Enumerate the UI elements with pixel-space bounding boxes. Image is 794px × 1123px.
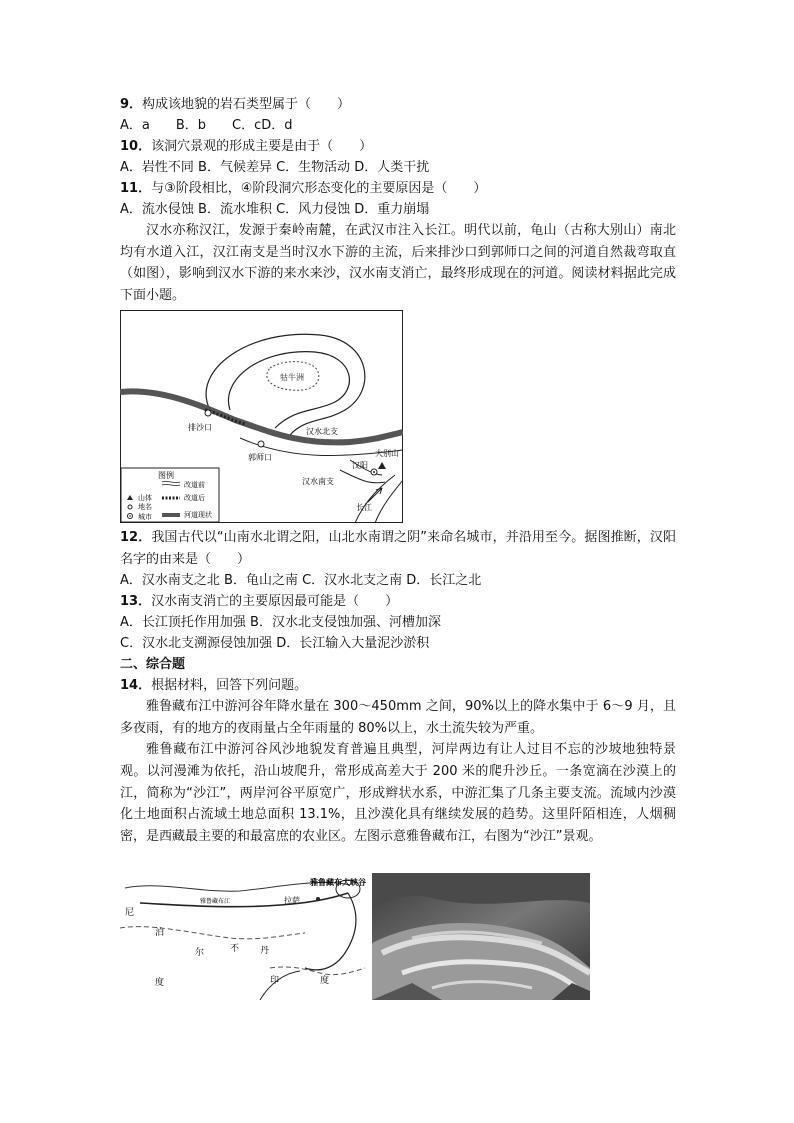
dabieshan-label: 大别山	[375, 449, 399, 458]
nepal-char-3: 尔	[195, 948, 205, 958]
q11-number: 11．	[120, 181, 152, 196]
legend-shan: 山体	[138, 494, 152, 502]
legend-chengshi: 城市	[138, 513, 152, 521]
bhutan-char-2: 丹	[260, 946, 270, 956]
q14-text: 根据材料，回答下列问题。	[151, 678, 308, 694]
guoshikou-marker	[258, 441, 264, 447]
q10-text: 该洞穴景观的形成主要是由于（ ）	[151, 139, 373, 154]
q12-text: 我国古代以“山南水北谓之阳，山北水南谓之阴”来命名城市，并沿用至今。据图推断，汉阳名字的由来是（ ）	[120, 530, 676, 567]
passage-hanshui: 汉水亦称汉江，发源于秦岭南麓，在武汉市注入长江。明代以前，龟山（古称大别山）南北均有水道入江，汉江南支是当时汉水下游的主流，后来排沙口到郭师口之间的河道自然裁弯取直（如图），影响到汉水下游的来水来沙，汉水南支消亡，最终形成现在的河道。阅读材料据此完成下面小题。	[120, 223, 676, 303]
nepal-char-1: 尼	[125, 908, 135, 918]
yarlung-map	[120, 873, 368, 1000]
q14-number: 14．	[120, 678, 152, 694]
q9-options: A．a B．b C．cD．d	[120, 118, 293, 133]
india-char-2: 印	[270, 976, 280, 986]
hanshui-map	[120, 310, 403, 523]
sand-river-photo	[372, 873, 590, 1000]
canyon-label: 雅鲁藏布大峡谷	[310, 877, 366, 887]
paishakou-marker	[205, 410, 211, 416]
north-branch-label: 汉水北支	[306, 427, 338, 436]
q11-options: A．流水侵蚀 B．流水堆积 C．风力侵蚀 D．重力崩塌	[120, 202, 430, 217]
nepal-char-2: 泊	[155, 928, 165, 938]
question-block-1	[120, 94, 680, 306]
q9-text: 构成该地貌的岩石类型属于（ ）	[142, 97, 351, 112]
question-block-2	[120, 527, 680, 847]
q13-number: 13．	[120, 594, 152, 610]
q11-stem	[120, 178, 680, 199]
legend-place-icon	[128, 505, 132, 509]
lhasa-label: 拉萨	[284, 896, 300, 905]
legend-title: 图例	[158, 471, 174, 480]
south-branch-label: 汉水南支	[302, 477, 334, 486]
q9-stem	[120, 94, 680, 115]
bhutan-char-1: 不	[230, 944, 240, 954]
legend-after: 改道后	[184, 494, 205, 502]
guoshikou-label: 郭师口	[248, 453, 272, 462]
legend-diming: 地名	[138, 503, 152, 511]
paishakou-label: 排沙口	[188, 423, 212, 432]
q12-stem	[120, 527, 676, 570]
q10-number: 10．	[120, 139, 152, 154]
river-label: 雅鲁藏布江	[200, 898, 231, 905]
q13-stem	[120, 591, 680, 612]
q13-options-c: C．汉水北支溯源侵蚀加强 D．长江输入大量泥沙淤积	[120, 636, 430, 652]
q12-options: A．汉水南支之北 B．龟山之南 C．汉水北支之南 D．长江之北	[120, 573, 482, 589]
section-title: 二、综合题	[120, 657, 186, 673]
q10-stem	[120, 136, 680, 157]
q13-text: 汉水南支消亡的主要原因最可能是（ ）	[151, 594, 399, 610]
q11-text: 与③阶段相比，④阶段洞穴形态变化的主要原因是（ ）	[151, 181, 487, 196]
q10-options: A．岩性不同 B．气候差异 C．生物活动 D．人类干扰	[120, 160, 430, 175]
india-char-3: 度	[320, 976, 330, 986]
changjiang-label: 长江	[356, 503, 372, 512]
q14-stem	[120, 675, 680, 696]
lhasa-marker	[316, 897, 320, 901]
q13-options-a: A．长江顶托作用加强 B．汉水北支侵蚀加强、河槽加深	[120, 615, 441, 631]
legend-now: 河道现状	[184, 511, 212, 519]
india-char-1: 度	[155, 978, 165, 988]
q14-paragraph-1: 雅鲁藏布江中游河谷年降水量在 300～450mm 之间，90%以上的降水集中于 6～9 月，且多夜雨，有的地方的夜雨量占全年雨量的 80%以上，水土流失较为严重。	[120, 699, 676, 736]
hanyang-label: 汉阳	[352, 461, 368, 470]
lake-label: 牯牛洲	[280, 373, 304, 382]
q14-paragraph-2: 雅鲁藏布江中游河谷风沙地貌发育普遍且典型，河岸两边有让人过目不忘的沙坡地独特景观。以河漫滩为依托，沿山坡爬升，常形成高差大于 200 米的爬升沙丘。一条宽滴在沙漠上的江，简称为“沙江”，两岸河谷平原宽广，形成辫状水系，中游汇集了几条主要支流。流域内沙漠化土地面积占流域土地总面积 13.1%，且沙漠化具有继续发展的趋势。这里阡陌相连，人烟稠密，是西藏最主要的和最富庶的农业区。左图示意雅鲁藏布江，右图为“沙江”景观。	[120, 742, 676, 844]
q9-number: 9．	[120, 97, 143, 112]
legend-before: 改道前	[184, 481, 205, 489]
q12-number: 12．	[120, 530, 152, 545]
